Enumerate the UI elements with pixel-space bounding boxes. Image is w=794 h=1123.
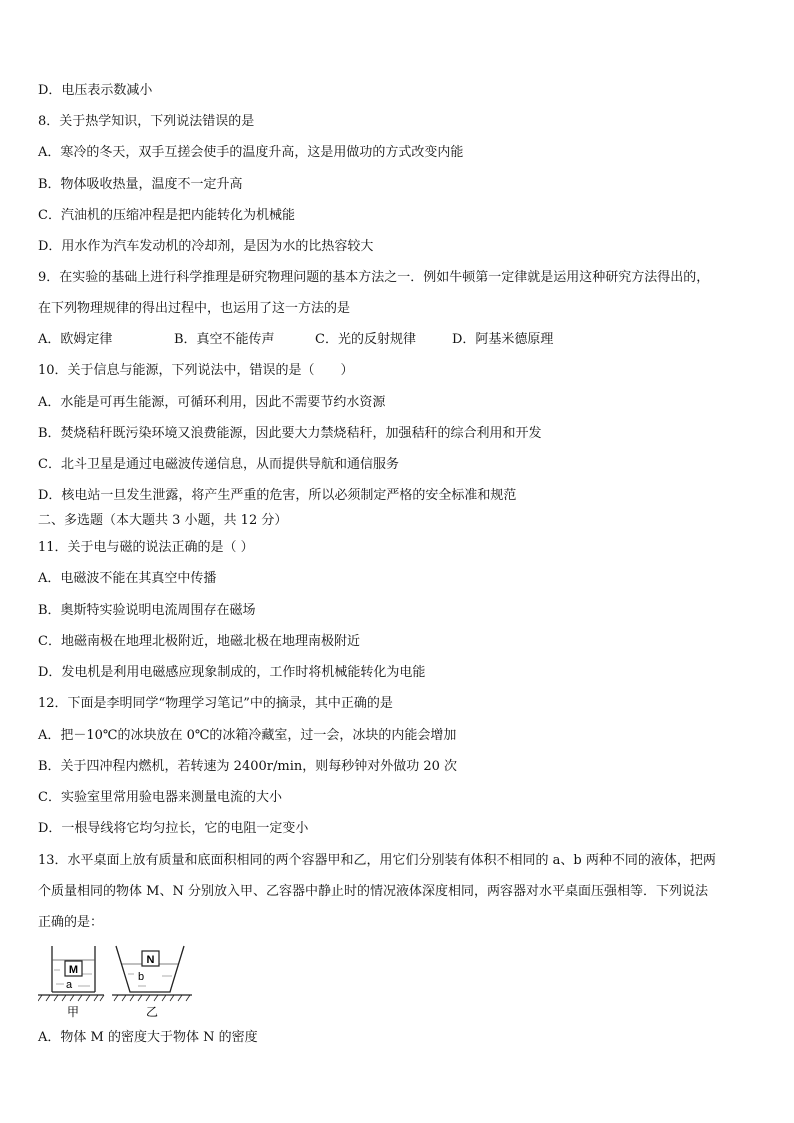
caption-yi: 乙	[145, 1005, 159, 1019]
block-n-label: N	[146, 954, 155, 966]
container-yi	[112, 946, 192, 1019]
question-13-stem-line3: 正确的是：	[38, 915, 104, 930]
question-9-option-d: D．阿基米德原理	[452, 332, 554, 347]
question-9-stem-line2: 在下列物理规律的得出过程中，也运用了这一方法的是	[38, 301, 351, 316]
caption-jia: 甲	[66, 1005, 80, 1019]
question-8-option-b: B．物体吸收热量，温度不一定升高	[38, 177, 243, 192]
question-8-option-d: D．用水作为汽车发动机的冷却剂，是因为水的比热容较大	[38, 239, 374, 254]
question-12-option-a: A．把－10℃的冰块放在 0℃的冰箱冷藏室，过一会，冰块的内能会增加	[38, 728, 457, 743]
container-jia	[38, 946, 104, 1019]
question-10-stem: 10．关于信息与能源，下列说法中，错误的是（ ）	[38, 363, 354, 378]
section-heading-multiple-choice: 二、多选题（本大题共 3 小题，共 12 分）	[38, 513, 288, 528]
question-11-option-a: A．电磁波不能在其真空中传播	[38, 571, 217, 586]
question-9-option-a: A．欧姆定律	[38, 332, 113, 347]
question-11-option-c: C．地磁南极在地理北极附近，地磁北极在地理南极附近	[38, 634, 360, 649]
question-12-option-c: C．实验室里常用验电器来测量电流的大小	[38, 790, 282, 805]
question-9-stem-line1: 9．在实验的基础上进行科学推理是研究物理问题的基本方法之一．例如牛顿第一定律就是运用这种研究方法得出的，	[38, 270, 710, 285]
question-11-option-d: D．发电机是利用电磁感应现象制成的，工作时将机械能转化为电能	[38, 665, 426, 680]
question-9-option-b: B．真空不能传声	[174, 332, 275, 347]
line-d-voltmeter: D．电压表示数减小	[38, 83, 153, 98]
question-10-option-a: A．水能是可再生能源，可循环利用，因此不需要节约水资源	[38, 395, 386, 410]
question-11-option-b: B．奥斯特实验说明电流周围存在磁场	[38, 603, 256, 618]
question-13-stem-line2: 个质量相同的物体 M、N 分别放入甲、乙容器中静止时的情况液体深度相同，两容器对水平桌面压强相等．下列说法	[38, 884, 708, 899]
container-diagram	[38, 940, 208, 1020]
question-12-option-d: D．一根导线将它均匀拉长，它的电阻一定变小	[38, 821, 309, 836]
block-m-label: M	[68, 964, 79, 976]
liquid-b-label: b	[138, 971, 145, 983]
question-8-option-c: C．汽油机的压缩冲程是把内能转化为机械能	[38, 208, 295, 223]
liquid-a-label: a	[66, 979, 73, 991]
question-8-stem: 8．关于热学知识，下列说法错误的是	[38, 114, 255, 129]
question-10-option-b: B．焚烧秸秆既污染环境又浪费能源，因此要大力禁烧秸秆，加强秸秆的综合利用和开发	[38, 426, 542, 441]
question-10-option-c: C．北斗卫星是通过电磁波传递信息，从而提供导航和通信服务	[38, 457, 399, 472]
question-10-option-d: D．核电站一旦发生泄露，将产生严重的危害，所以必须制定严格的安全标准和规范	[38, 488, 517, 503]
question-9-option-c: C．光的反射规律	[315, 332, 416, 347]
question-12-stem: 12．下面是李明同学“物理学习笔记”中的摘录，其中正确的是	[38, 696, 393, 711]
question-12-option-b: B．关于四冲程内燃机，若转速为 2400r/min，则每秒钟对外做功 20 次	[38, 759, 458, 774]
question-13-stem-line1: 13．水平桌面上放有质量和底面积相同的两个容器甲和乙，用它们分别装有体积不相同的 a、b 两种不同的液体，把两	[38, 853, 716, 868]
question-8-option-a: A．寒冷的冬天，双手互搓会使手的温度升高，这是用做功的方式改变内能	[38, 145, 464, 160]
question-13-option-a: A．物体 M 的密度大于物体 N 的密度	[38, 1030, 258, 1045]
question-11-stem: 11．关于电与磁的说法正确的是（ ）	[38, 540, 254, 555]
